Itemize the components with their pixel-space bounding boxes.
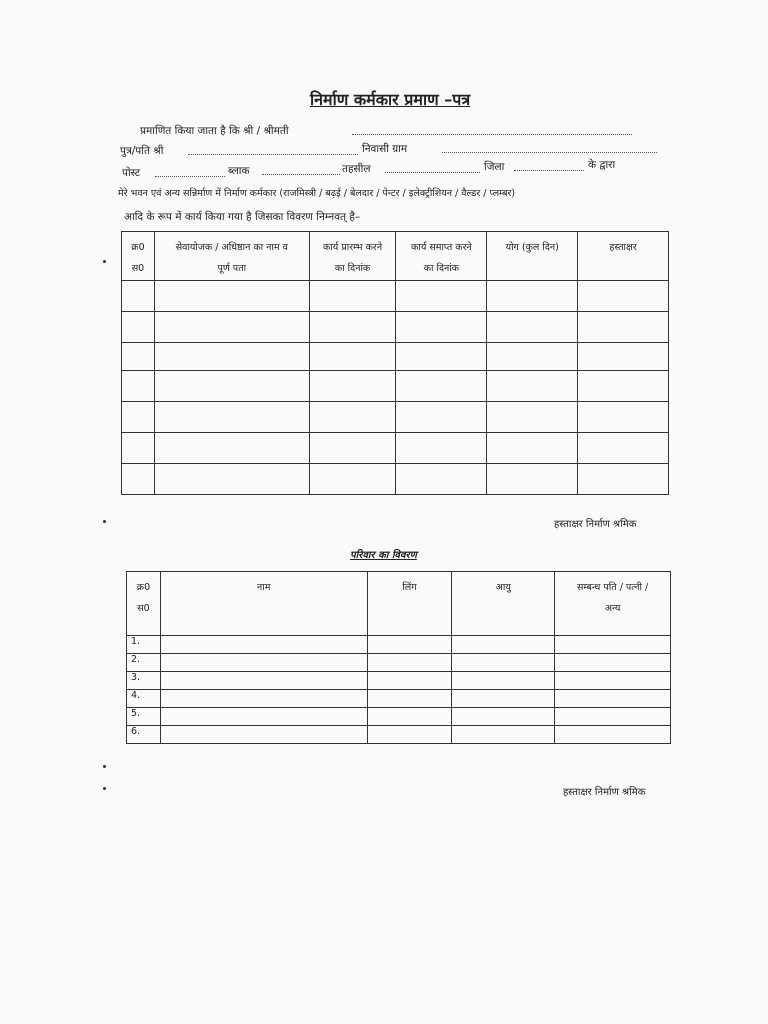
table-row: 2. [127, 654, 671, 672]
tehsil-field-line [385, 172, 480, 173]
intro-father-label: पुत्र/पति श्री [120, 145, 164, 157]
family-details-table [126, 571, 671, 744]
table-row [122, 402, 669, 433]
table-row: 1. [127, 636, 671, 654]
work-details-table [121, 231, 669, 495]
intro-village-label: निवासी ग्राम [362, 143, 408, 155]
family-table-header-row [127, 572, 671, 636]
father-name-field-line [188, 154, 358, 155]
page-title: निर्माण कर्मकार प्रमाण –पत्र [310, 90, 471, 109]
col-end-date-header: कार्य समाप्त करने का दिनांक [396, 232, 487, 281]
table-row [122, 343, 669, 371]
family-col-name-header: नाम [160, 572, 367, 636]
intro-line-5: आदि के रूप में कार्य किया गया है जिसका विवरण निम्नवत् है– [124, 211, 361, 223]
col-signature-header: हस्ताक्षर [578, 232, 669, 281]
worker-signature-label: हस्ताक्षर निर्माण श्रमिक [554, 519, 637, 530]
name-field-line [352, 134, 632, 135]
village-field-line [442, 152, 657, 153]
col-serial-header: क्र0 स0 [122, 232, 155, 281]
col-total-days-header: योग (कुल दिन) [487, 232, 578, 281]
block-field-line [262, 174, 340, 175]
scan-speck [103, 260, 106, 263]
table-row: 3. [127, 672, 671, 690]
scan-speck [103, 520, 106, 523]
table-row [122, 281, 669, 312]
intro-post-label: पोस्ट [122, 167, 141, 179]
intro-line-4: मेरे भवन एवं अन्य सन्निर्माण में निर्माण कर्मकार (राजमिस्त्री / बढ़ई / बेलदार / पेन्टर / इलेक्ट्रीशियन / वैल्डर / प्लम्बर) [118, 188, 516, 199]
worker-signature-label-2: हस्ताक्षर निर्माण श्रमिक [563, 787, 646, 798]
col-start-date-header: कार्य प्रारम्भ करने का दिनांक [309, 232, 396, 281]
family-col-age-header: आयु [452, 572, 555, 636]
intro-block-label: ब्लाक [228, 165, 250, 177]
table-row [122, 464, 669, 495]
family-col-relation-header: सम्बन्ध पति / पत्नी / अन्य [555, 572, 671, 636]
table-row: 4. [127, 690, 671, 708]
scan-speck [103, 765, 106, 768]
work-table-header-row [122, 232, 669, 281]
intro-district-label: जिला [484, 161, 505, 173]
intro-by-label: के द्वारा [588, 159, 616, 171]
table-row [122, 433, 669, 464]
table-row: 6. [127, 726, 671, 744]
table-row: 5. [127, 708, 671, 726]
family-col-serial-header: क्र0 स0 [127, 572, 161, 636]
scan-speck [103, 787, 106, 790]
table-row [122, 371, 669, 402]
family-col-gender-header: लिंग [367, 572, 452, 636]
intro-line-1: प्रमाणित किया जाता है कि श्री / श्रीमती [140, 125, 289, 137]
col-employer-header: सेवायोजक / अधिष्ठान का नाम व पूर्ण पता [154, 232, 309, 281]
table-row [122, 312, 669, 343]
family-section-title: परिवार का विवरण [350, 550, 417, 561]
post-field-line [155, 176, 225, 177]
intro-tehsil-label: तहसील [342, 163, 371, 175]
district-field-line [514, 170, 584, 171]
